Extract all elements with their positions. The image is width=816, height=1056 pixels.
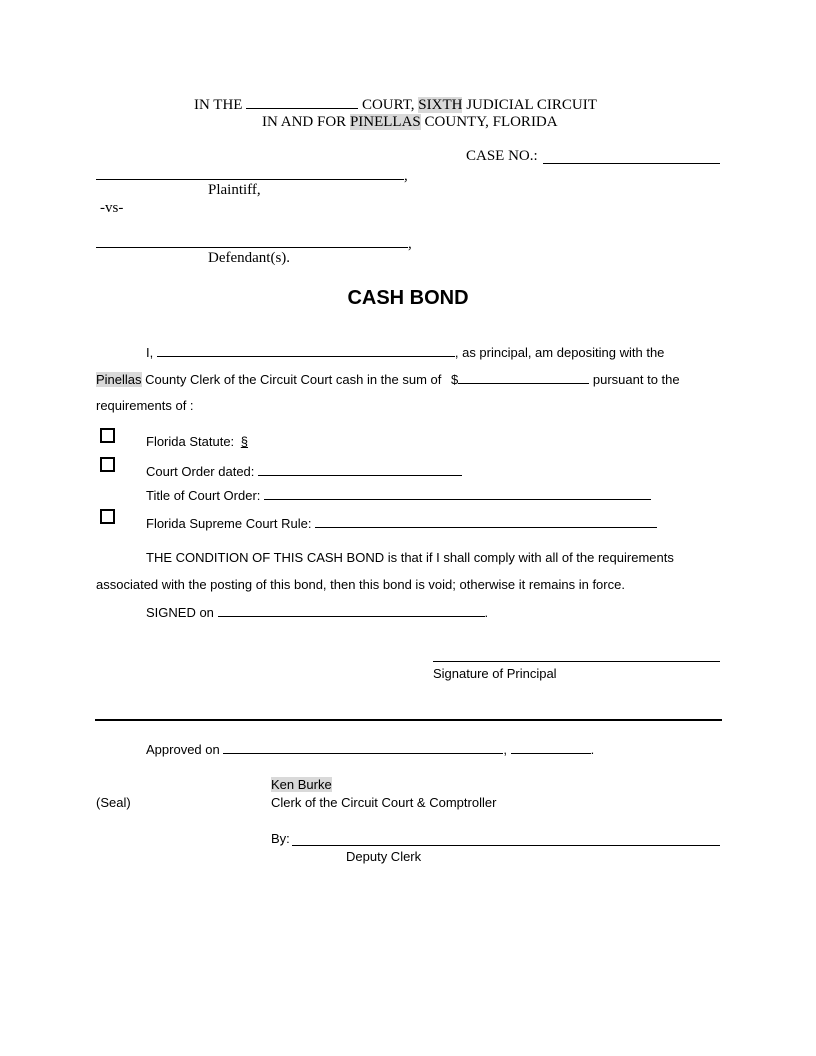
plaintiff-comma: , bbox=[404, 168, 408, 184]
amount-field[interactable] bbox=[458, 371, 589, 384]
signed-on-label: SIGNED on bbox=[146, 605, 214, 620]
approved-on-label: Approved on bbox=[146, 742, 220, 757]
supreme-rule-field[interactable] bbox=[315, 515, 657, 528]
section-symbol[interactable]: § bbox=[240, 434, 249, 449]
document-title: CASH BOND bbox=[347, 287, 469, 309]
court-order-label: Court Order dated: bbox=[146, 464, 255, 479]
court-name-blank[interactable] bbox=[246, 96, 358, 109]
principal-line bbox=[146, 344, 664, 360]
court-heading bbox=[194, 96, 597, 114]
court-heading-court: COURT, bbox=[358, 97, 419, 113]
court-heading-circuit: JUDICIAL CIRCUIT bbox=[462, 97, 597, 113]
court-order-option bbox=[146, 463, 462, 479]
county-highlight: Pinellas bbox=[96, 372, 142, 387]
approved-year-field[interactable] bbox=[511, 741, 591, 754]
signed-date-field[interactable] bbox=[218, 604, 485, 617]
supreme-rule-option bbox=[146, 515, 657, 531]
by-label: By: bbox=[271, 831, 290, 846]
clerk-name-wrap bbox=[271, 777, 332, 792]
signature-label: Signature of Principal bbox=[433, 666, 557, 681]
defendant-field[interactable] bbox=[96, 247, 408, 248]
title-order-option bbox=[146, 487, 651, 503]
circuit-number: SIXTH bbox=[418, 97, 463, 113]
principal-prefix: I, bbox=[146, 345, 154, 360]
plaintiff-label: Plaintiff, bbox=[208, 182, 261, 198]
case-no-field[interactable] bbox=[543, 163, 720, 164]
title-order-field[interactable] bbox=[264, 487, 651, 500]
condition-line-1: THE CONDITION OF THIS CASH BOND is that if I shall comply with all of the requirements bbox=[146, 550, 674, 565]
defendant-label: Defendant(s). bbox=[208, 250, 291, 266]
principal-suffix: , as principal, am depositing with the bbox=[454, 345, 665, 360]
court-order-date-field[interactable] bbox=[258, 463, 462, 476]
deputy-clerk-label: Deputy Clerk bbox=[346, 849, 422, 864]
versus-label: -vs- bbox=[100, 200, 124, 216]
condition-line-2: associated with the posting of this bond, then this bond is void; otherwise it remains in force. bbox=[96, 577, 625, 592]
deposit-text: County Clerk of the Circuit Court cash in the sum of bbox=[141, 372, 442, 387]
statute-label: Florida Statute: bbox=[146, 434, 235, 449]
county-heading bbox=[262, 114, 558, 131]
clerk-title: Clerk of the Circuit Court & Comptroller bbox=[271, 795, 497, 810]
clerk-name: Ken Burke bbox=[271, 777, 332, 792]
supreme-rule-label: Florida Supreme Court Rule: bbox=[146, 516, 312, 531]
plaintiff-field[interactable] bbox=[96, 179, 404, 180]
approved-period: . bbox=[590, 742, 595, 757]
principal-signature-field[interactable] bbox=[433, 661, 720, 662]
defendant-comma: , bbox=[408, 236, 412, 252]
case-no-label: CASE NO.: bbox=[466, 148, 538, 164]
approved-on-line bbox=[146, 741, 594, 757]
statute-option bbox=[146, 434, 248, 449]
approved-date-field[interactable] bbox=[223, 741, 503, 754]
seal-label: (Seal) bbox=[96, 795, 131, 810]
deposit-line bbox=[96, 371, 680, 387]
court-order-checkbox[interactable] bbox=[100, 457, 115, 472]
signed-on-line bbox=[146, 604, 488, 620]
section-divider bbox=[95, 719, 722, 721]
requirements-label: requirements of : bbox=[96, 398, 194, 413]
approved-comma: , bbox=[503, 742, 507, 757]
deputy-signature-field[interactable] bbox=[292, 845, 720, 846]
county-heading-rest: COUNTY, FLORIDA bbox=[420, 114, 558, 130]
county-heading-prefix: IN AND FOR bbox=[262, 114, 350, 130]
court-heading-prefix: IN THE bbox=[194, 97, 247, 113]
statute-checkbox[interactable] bbox=[100, 428, 115, 443]
supreme-rule-checkbox[interactable] bbox=[100, 509, 115, 524]
principal-name-field[interactable] bbox=[157, 344, 455, 357]
pursuant-text: pursuant to the bbox=[592, 372, 680, 387]
county-name: PINELLAS bbox=[349, 114, 421, 130]
title-order-label: Title of Court Order: bbox=[146, 488, 261, 503]
signed-period: . bbox=[484, 605, 489, 620]
dollar-sign: $ bbox=[451, 372, 459, 387]
